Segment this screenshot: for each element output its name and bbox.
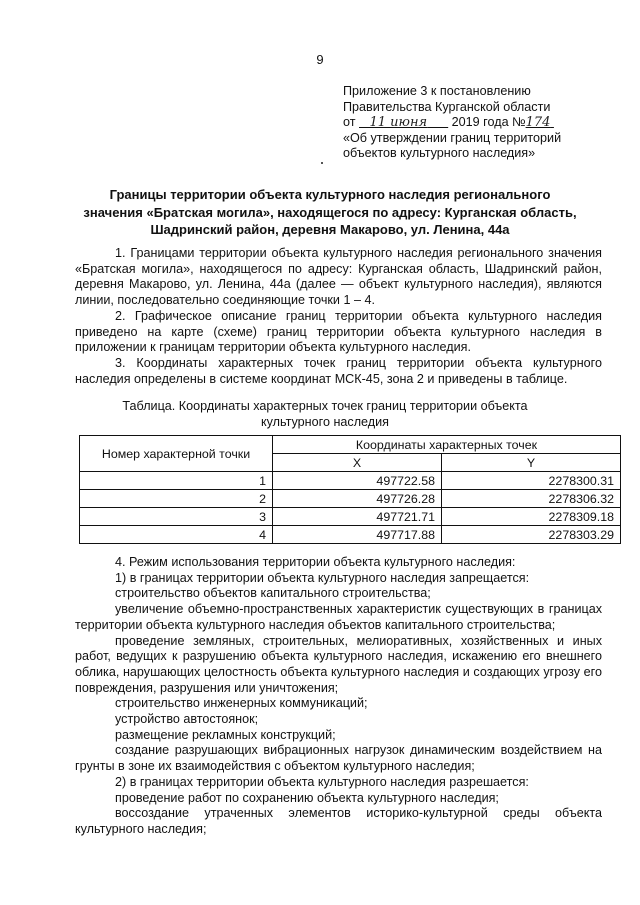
intro-paragraphs	[75, 246, 602, 387]
coord-y: 2278300.31	[442, 472, 621, 490]
coord-y: 2278306.32	[442, 490, 621, 508]
title-line-3: Шадринский район, деревня Макарово, ул. Ленина, 44а	[150, 222, 510, 237]
paragraph-1: 1. Границами территории объекта культурного наследия регионального значения «Братская могила», находящегося по адресу: Курганская область, Шадринский район, деревня Макарово, ул. Ленина, 44а (далее — объект культурного наследия), являются линии, последовательно соединяющие точки 1 – 4.	[75, 246, 602, 308]
annex-from: от	[343, 115, 356, 130]
prohibited-item: размещение рекламных конструкций;	[115, 727, 336, 742]
document-title	[70, 186, 590, 239]
permitted-item: воссоздание утраченных элементов историко-культурной среды объекта культурного наследия;	[75, 806, 602, 836]
prohibited-item: строительство инженерных коммуникаций;	[115, 696, 368, 711]
annex-year: 2019 года №	[451, 115, 526, 130]
coord-y: 2278309.18	[442, 508, 621, 526]
prohibited-heading: 1) в границах территории объекта культурного наследия запрещается:	[115, 570, 530, 585]
coord-y: 2278303.29	[442, 526, 621, 544]
point-number: 3	[80, 508, 273, 526]
point-number: 4	[80, 526, 273, 544]
prohibited-item: создание разрушающих вибрационных нагрузок динамическим воздействием на грунты в зоне их взаимодействия с объектом культурного наследия;	[75, 743, 602, 774]
table-row	[80, 472, 621, 490]
stray-dot	[321, 162, 323, 164]
page-number: 9	[316, 52, 324, 67]
header-x: X	[273, 454, 442, 472]
paragraph-3: 3. Координаты характерных точек границ территории объекта культурного наследия определены в системе координат МСК-45, зона 2 и приведены в таблице.	[75, 355, 602, 386]
permitted-heading: 2) в границах территории объекта культурного наследия разрешается:	[115, 774, 529, 789]
header-point-number: Номер характерной точки	[80, 436, 273, 472]
prohibited-item: проведение земляных, строительных, мелиоративных, хозяйственных и иных работ, ведущих к разрушению объекта культурного наследия, искажению его внешнего облика, нарушающих целостность объекта культурного наследия и создающих угрозу его повреждения, разрушения или уничтожения;	[75, 633, 602, 695]
point-number: 2	[80, 490, 273, 508]
coord-x: 497726.28	[273, 490, 442, 508]
handwritten-date: 11 июня	[369, 115, 428, 131]
annex-line-4: «Об утверждении границ территорий	[343, 130, 562, 145]
coord-x: 497717.88	[273, 526, 442, 544]
point-number: 1	[80, 472, 273, 490]
prohibited-item: строительство объектов капитального строительства;	[115, 586, 431, 601]
table-row	[80, 526, 621, 544]
header-coordinates: Координаты характерных точек	[273, 436, 621, 454]
handwritten-number: 174	[525, 115, 551, 131]
permitted-item: проведение работ по сохранению объекта культурного наследия;	[115, 790, 499, 805]
header-y: Y	[442, 454, 621, 472]
paragraph-2: 2. Графическое описание границ территории объекта культурного наследия приведено на карте (схеме) границ территории объекта культурного наследия в приложении к границам территории объекта культурного наследия.	[75, 308, 602, 355]
table-row	[80, 490, 621, 508]
usage-regime	[75, 555, 602, 838]
coordinates-table	[79, 435, 621, 544]
paragraph-4: 4. Режим использования территории объекта культурного наследия:	[115, 555, 516, 569]
prohibited-item: увеличение объемно-пространственных характеристик существующих в границах территории объекта культурного наследия объектов капитального строительства;	[75, 602, 602, 632]
prohibited-item: устройство автостоянок;	[115, 712, 259, 727]
title-line-2: значения «Братская могила», находящегося по адресу: Курганская область,	[83, 204, 577, 220]
annex-header	[343, 84, 561, 162]
title-line-1: Границы территории объекта культурного наследия регионального	[109, 187, 551, 202]
table-caption: Таблица. Координаты характерных точек границ территории объекта культурного наследия	[122, 399, 528, 429]
table-row	[80, 508, 621, 526]
annex-line-1: Приложение 3 к постановлению	[343, 84, 531, 98]
annex-line-2: Правительства Курганской области	[343, 99, 551, 114]
annex-line-5: объектов культурного наследия»	[343, 146, 536, 161]
annex-date-line	[343, 115, 561, 131]
coord-x: 497721.71	[273, 508, 442, 526]
coord-x: 497722.58	[273, 472, 442, 490]
